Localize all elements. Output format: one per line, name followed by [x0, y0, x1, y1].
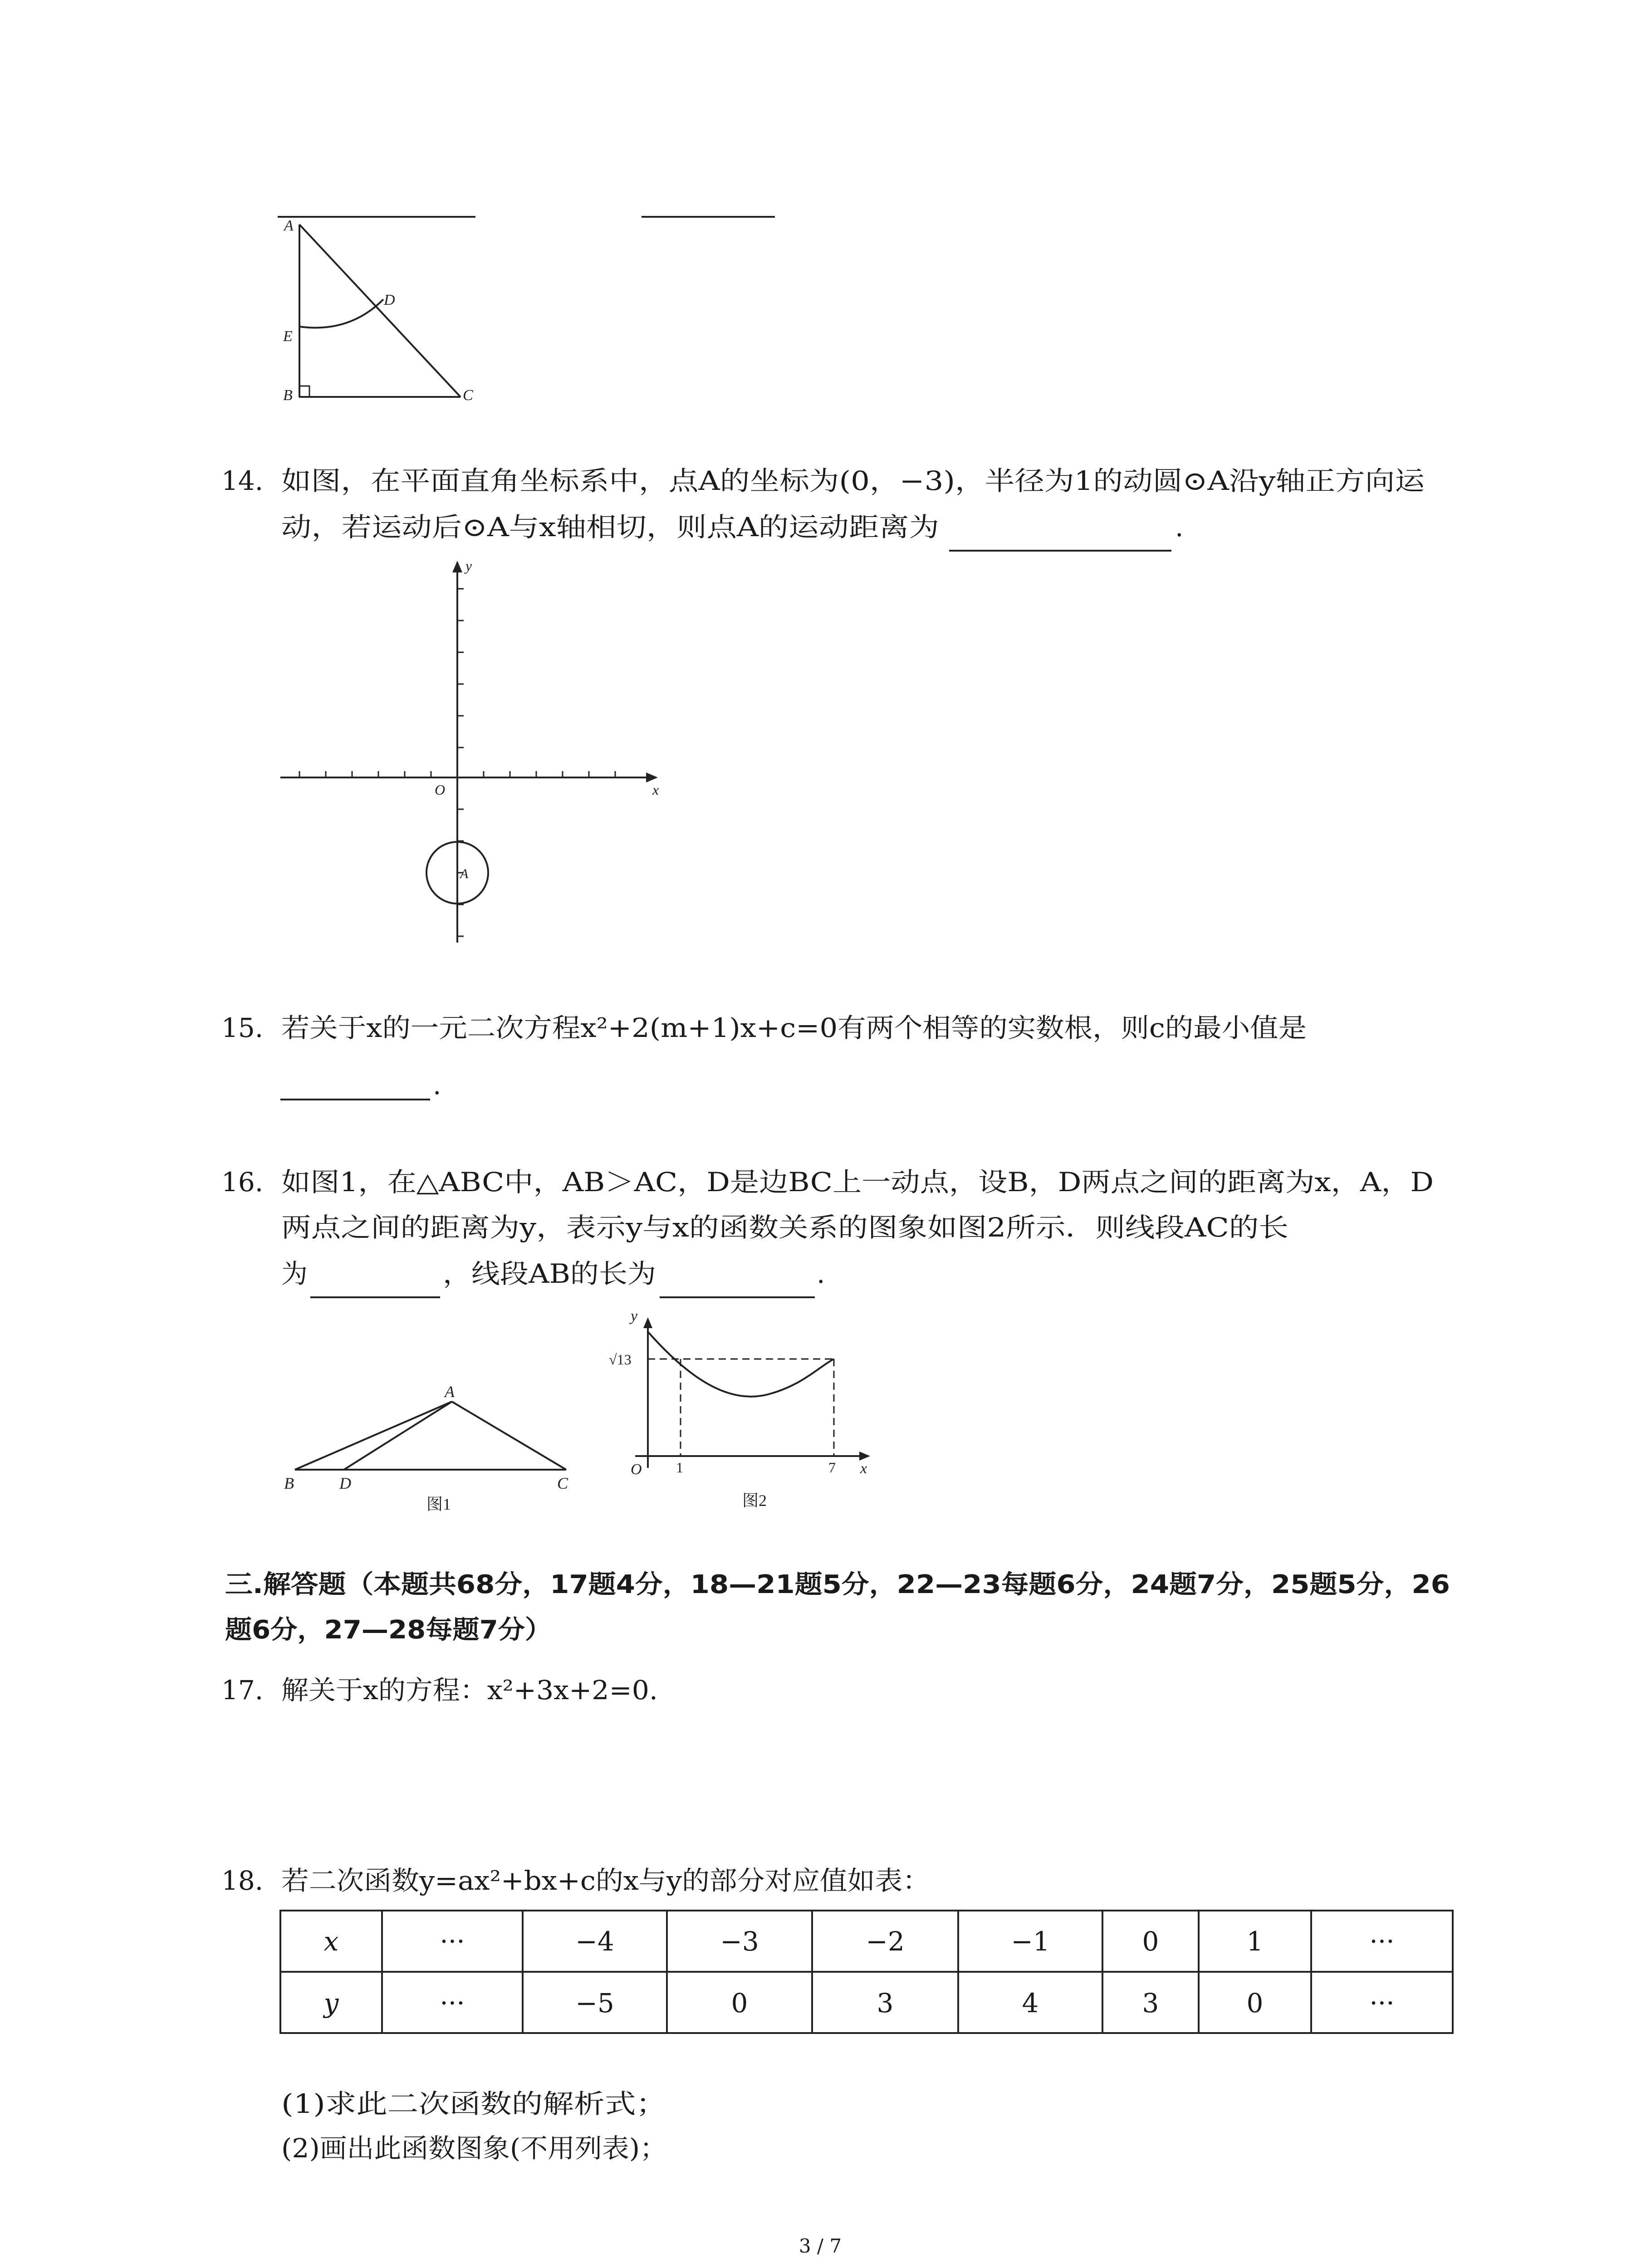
table-cell: ···	[440, 1988, 465, 2019]
table-cell: −4	[575, 1926, 614, 1957]
q16-text-line3-b: ，线段AB的长为	[443, 1258, 656, 1289]
q16-text-line1: 如图1，在△ABC中，AB＞AC，D是边BC上一动点，设B，D两点之间的距离为x，A，D	[281, 1167, 1434, 1198]
q14-label-a: A	[460, 866, 469, 881]
table-cell: 0	[731, 1988, 748, 2019]
q16-fig2-label-sqrt13: √13	[609, 1351, 632, 1368]
q16-fig2-caption: 图2	[742, 1491, 767, 1510]
table-cell: 0	[1142, 1926, 1159, 1957]
page-number: 3 / 7	[798, 2235, 842, 2257]
q16-fig2-label-7: 7	[828, 1459, 836, 1476]
q13-label-e: E	[283, 328, 293, 345]
q13-label-a: A	[284, 217, 294, 234]
table-cell: −2	[866, 1926, 905, 1957]
table-cell: 4	[1022, 1988, 1039, 2019]
table-cell: x	[323, 1926, 339, 1957]
q16-end-period: .	[817, 1258, 825, 1289]
section3-header-line2: 题6分，27—28每题7分）	[225, 1615, 552, 1645]
q16-fig1-label-c: C	[557, 1474, 568, 1492]
q16-fig1-label-b: B	[284, 1474, 294, 1492]
q16-fig2-label-1: 1	[676, 1459, 683, 1476]
q13-label-b: B	[283, 387, 293, 404]
q16-fig2-label-y: y	[631, 1308, 638, 1325]
q18-number: 18.	[221, 1865, 264, 1896]
q15-text-line1: 若关于x的一元二次方程x²+2(m+1)x+c=0有两个相等的实数根，则c的最小值是	[281, 1012, 1307, 1043]
q14-number: 14.	[221, 465, 264, 496]
q14-text-line1: 如图，在平面直角坐标系中，点A的坐标为(0，−3)，半径为1的动圆⊙A沿y轴正方向运	[281, 465, 1425, 496]
q16-text-line2: 两点之间的距离为y，表示y与x的函数关系的图象如图2所示．则线段AC的长	[281, 1212, 1288, 1243]
q16-fig1-label-a: A	[445, 1383, 455, 1401]
q16-fig1-label-d: D	[339, 1474, 351, 1492]
q14-text-line2: 动，若运动后⊙A与x轴相切，则点A的运动距离为	[281, 512, 939, 543]
q16-fig2-label-x: x	[860, 1460, 867, 1477]
q14-label-x: x	[652, 782, 659, 798]
q15-number: 15.	[221, 1012, 264, 1043]
q14-label-y: y	[465, 557, 472, 574]
q13-label-d: D	[384, 292, 395, 308]
table-cell: 3	[1142, 1988, 1159, 2019]
q13-label-c: C	[463, 387, 473, 404]
q18-sub-question-1: (1)求此二次函数的解析式；	[281, 2088, 667, 2119]
q16-fig2-label-o: O	[631, 1461, 642, 1478]
q16-fig1-caption: 图1	[426, 1495, 451, 1513]
q14-label-o: O	[435, 782, 446, 798]
q18-text: 若二次函数y=ax²+bx+c的x与y的部分对应值如表：	[281, 1865, 930, 1896]
table-cell: −1	[1011, 1926, 1050, 1957]
table-cell: −5	[575, 1988, 614, 2019]
table-cell: ···	[440, 1926, 465, 1957]
table-cell: ···	[1369, 1988, 1395, 2019]
q14-end-period: .	[1175, 512, 1184, 543]
section3-header-line1: 三.解答题（本题共68分，17题4分，18—21题5分，22—23每题6分，24题7分，25题5分，26	[225, 1570, 1450, 1599]
table-cell: −3	[720, 1926, 759, 1957]
q17-text: 解关于x的方程：x²+3x+2=0.	[281, 1675, 658, 1706]
table-cell: y	[323, 1988, 339, 2019]
table-cell: 1	[1246, 1926, 1264, 1957]
q16-text-line3-a: 为	[281, 1258, 308, 1289]
table-cell: 0	[1246, 1988, 1264, 2019]
table-cell: 3	[877, 1988, 894, 2019]
q16-number: 16.	[221, 1167, 264, 1198]
q15-end-period: .	[433, 1070, 441, 1100]
q18-sub-question-2: (2)画出此函数图象(不用列表)；	[281, 2133, 667, 2164]
table-cell: ···	[1369, 1926, 1395, 1957]
q17-number: 17.	[221, 1675, 264, 1706]
